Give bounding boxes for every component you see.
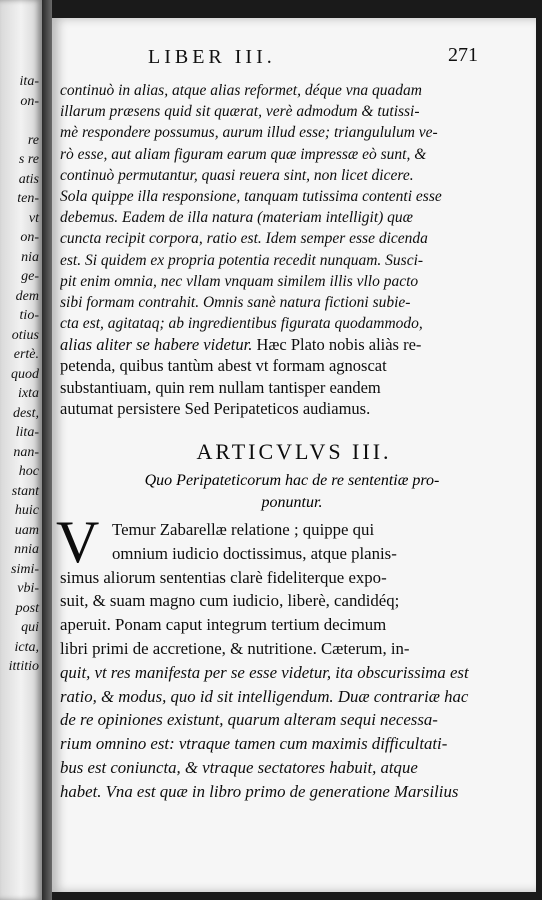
running-title: LIBER III. xyxy=(148,46,276,68)
facing-page-word: nan- xyxy=(13,444,39,460)
text-roman-span: Hæc Plato nobis aliàs re- xyxy=(252,335,422,355)
facing-page-word: dem xyxy=(15,288,39,304)
facing-page-word: ita- xyxy=(19,74,39,89)
facing-page-word: ittitio xyxy=(8,659,39,674)
facing-page-word: ten- xyxy=(17,191,39,206)
section-title: ARTICVLVS III. xyxy=(196,439,392,464)
body-line: aperuit. Ponam caput integrum tertium decimum xyxy=(60,615,387,635)
facing-page-word: icta, xyxy=(14,639,39,655)
facing-page-word: otius xyxy=(11,327,39,343)
body-line: libri primi de accretione, & nutritione. Cæterum, in- xyxy=(60,638,410,658)
page-number: 271 xyxy=(448,44,478,66)
text-line: cuncta recipit corpora, ratio est. Idem semper esse dicenda xyxy=(60,230,428,248)
drop-cap: V xyxy=(56,509,100,575)
text-line: sibi formam contrahit. Omnis sanè natura fictioni subie- xyxy=(60,293,411,311)
text-line: continuò in alias, atque alias reformet, déque vna quadam xyxy=(60,82,422,99)
facing-page-word: simi- xyxy=(11,561,39,577)
text-line: pit enim omnia, nec vllam vnquam similem illis vllo pacto xyxy=(60,272,419,290)
section-subtitle xyxy=(92,470,492,514)
facing-page-word: qui xyxy=(21,620,39,635)
facing-page-word: tio- xyxy=(19,308,39,323)
facing-page-word: lita- xyxy=(15,425,39,440)
text-line: rò esse, aut aliam figuram earum quæ impressæ eò sunt, & xyxy=(60,145,427,163)
body-paragraph xyxy=(60,518,512,804)
text-line: petenda, quibus tantùm abest vt formam agnoscat xyxy=(60,356,387,376)
text-line: Sola quippe illa responsione, tanquam tutissima contenti esse xyxy=(60,187,442,205)
text-line xyxy=(60,334,512,355)
facing-page-edge xyxy=(0,0,42,900)
facing-page-word: post xyxy=(15,600,39,616)
text-line: illarum præsens quid sit quærat, verè admodum & tutissi- xyxy=(60,103,420,121)
facing-page-word: ertè. xyxy=(13,347,39,362)
body-line: ratio, & modus, quo id sit intelligendum. Duæ contrariæ hac xyxy=(60,686,469,706)
facing-page-word: re xyxy=(27,132,39,148)
body-line: habet. Vna est quæ in libro primo de generatione Marsilius xyxy=(60,781,459,801)
facing-page-word: quod xyxy=(11,366,39,382)
book-gutter xyxy=(42,0,52,900)
facing-page-word: vbi- xyxy=(17,581,39,596)
facing-page-word: s re xyxy=(18,152,39,167)
text-line: substantiuam, quin rem nullam tantisper eandem xyxy=(60,377,381,397)
text-line: autumat persistere Sed Peripateticos audiamus. xyxy=(60,398,371,418)
body-line: suit, & suam magno cum iudicio, liberè, candidéq; xyxy=(60,591,400,611)
body-line: de re opiniones existunt, quarum alteram sequi necessa- xyxy=(60,710,438,730)
facing-page-text xyxy=(0,72,42,677)
facing-page-word: on- xyxy=(20,230,39,245)
body-line: rium omnino est: vtraque tamen cum maximis difficultati- xyxy=(60,734,448,754)
text-line: est. Si quidem ex propria potentia recedit nunquam. Susci- xyxy=(60,251,424,269)
facing-page-word: ge- xyxy=(21,269,39,284)
facing-page-word xyxy=(0,111,42,131)
body-line: Temur Zabarellæ relatione ; quippe qui xyxy=(112,520,375,539)
body-line: omnium iudicio doctissimus, atque planis- xyxy=(112,543,397,563)
facing-page-word: dest, xyxy=(12,405,39,421)
facing-page-word: nnia xyxy=(14,542,39,557)
subtitle-line: ponuntur. xyxy=(261,494,323,511)
facing-page-word: hoc xyxy=(18,464,39,479)
facing-page-word: ixta xyxy=(18,386,39,401)
facing-page-word: nia xyxy=(21,249,39,265)
text-line: continuò permutantur, quasi reuera sint, non licet dicere. xyxy=(60,166,414,184)
facing-page-word: vt xyxy=(28,210,39,226)
facing-page-word: uam xyxy=(14,522,39,538)
italic-paragraph xyxy=(60,80,512,419)
text-line: cta est, agitataq; ab ingredientibus figurata quodammodo, xyxy=(60,315,423,333)
body-line: simus aliorum sententias clarè fideliterque expo- xyxy=(60,567,387,587)
body-line: bus est coniuncta, & vtraque sectatores habuit, atque xyxy=(60,757,418,777)
subtitle-line: Quo Peripateticorum hac de re sententiæ pro- xyxy=(144,472,440,489)
facing-page-word: atis xyxy=(18,171,39,187)
facing-page-word: huic xyxy=(14,503,39,518)
book-page xyxy=(52,18,536,892)
text-line: debemus. Eadem de illa natura (materiam intelligit) quæ xyxy=(60,209,414,227)
text-line: mè respondere possumus, aurum illud esse; triangululum ve- xyxy=(60,124,438,142)
body-line: quit, vt res manifesta per se esse videtur, ita obscurissima est xyxy=(60,662,469,682)
facing-page-word: on- xyxy=(20,93,39,109)
text-italic-span: alias aliter se habere videtur. xyxy=(60,335,253,355)
facing-page-word: stant xyxy=(11,483,39,499)
